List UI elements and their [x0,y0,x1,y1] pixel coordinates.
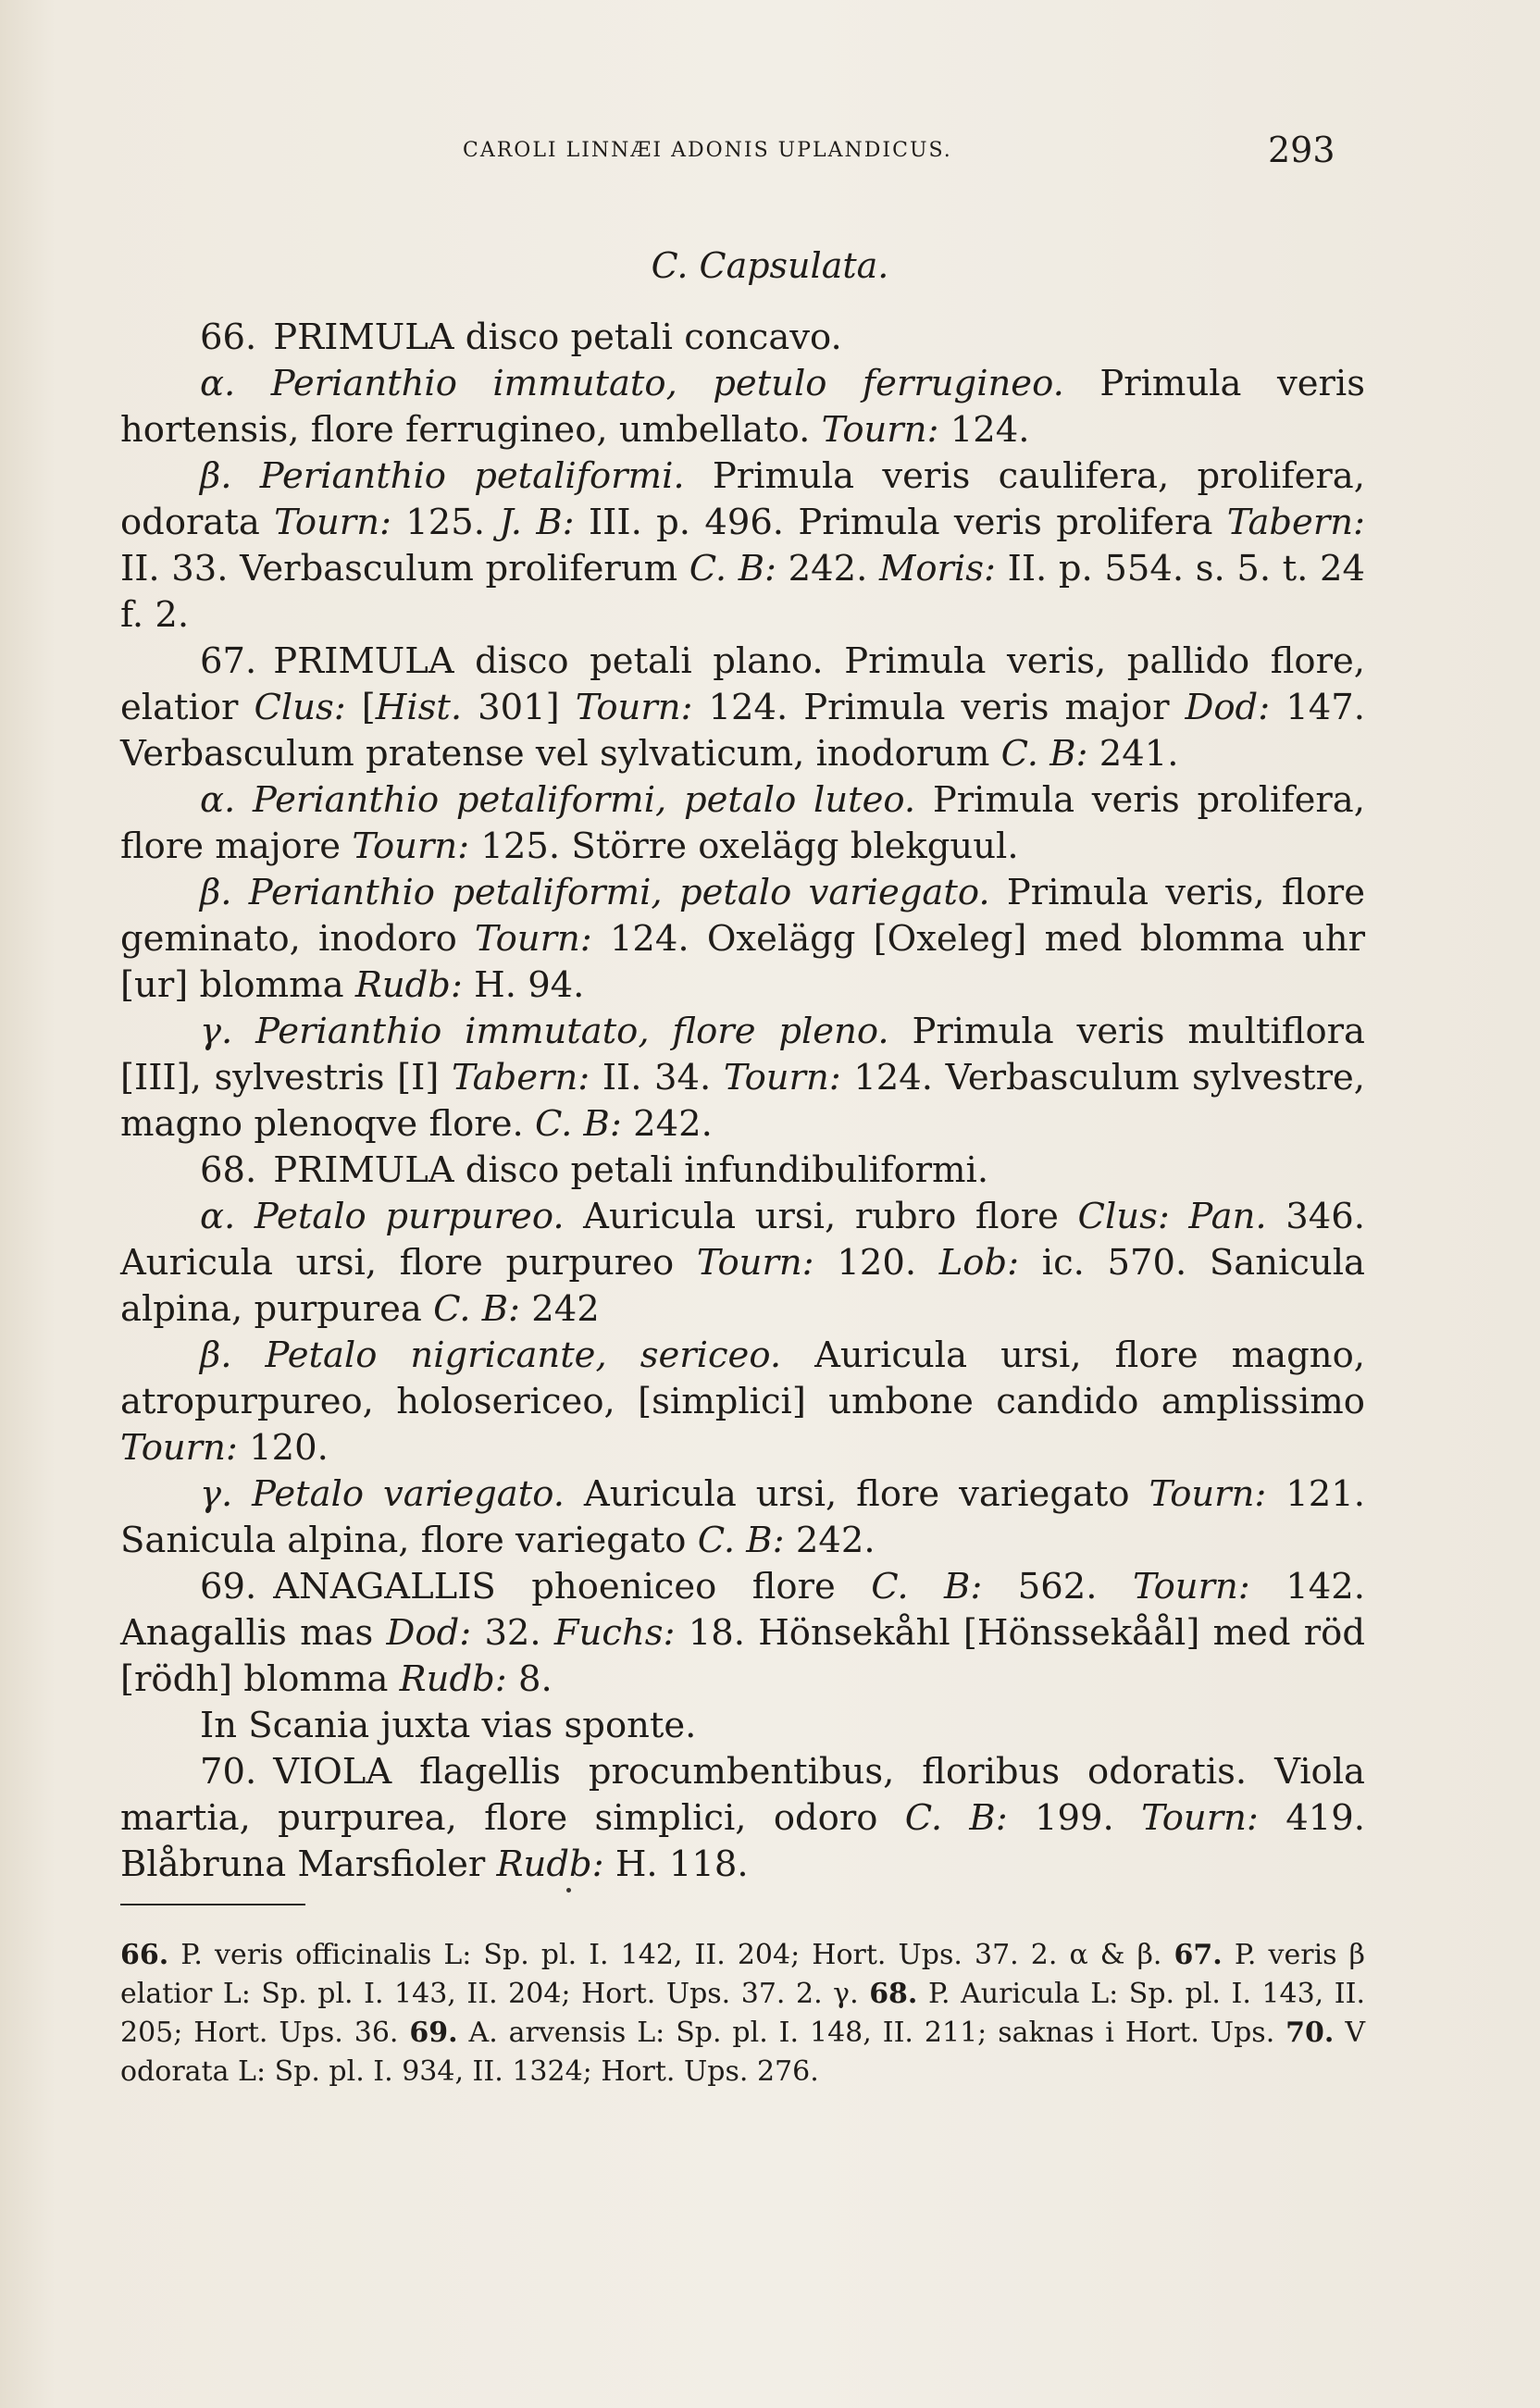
author-ref: Rudb: [354,964,463,1006]
author-ref: Tourn: [821,409,939,451]
synonym-text: ic. 570. Sanicula alpina, purpurea [120,1242,1365,1330]
author-ref: Dod: [1185,687,1271,728]
synonym-text: 125. Större oxelägg blekguul. [480,825,1019,867]
running-head: CAROLI LINNÆI ADONIS UPLANDICUS. [463,139,952,162]
footnotes [120,1936,1365,2091]
author-ref: Dod: [386,1612,472,1654]
author-ref: Tourn: [274,502,391,543]
synonym-text: 346. Auricula ursi, flore purpureo [120,1196,1365,1284]
entry-number: 66. [200,317,257,358]
footnote-block [120,1936,1365,2091]
entry-text: PRIMULA disco petali infundibuliformi. [273,1149,989,1191]
author-ref: Moris: [878,548,996,590]
variety-letter: α. [200,1196,236,1237]
variety-diagnosis: Perianthio petaliformi. [259,455,685,497]
synonym-text: III. p. 496. Primula veris prolifera [588,502,1213,543]
ref-number: II. p. 554. s. 5. t. 24 f. 2. [120,548,1365,636]
ref-number: II. 34. [602,1057,712,1098]
author-ref: Tourn: [352,825,470,867]
variety-letter: β. [200,455,232,497]
synonym-text: 121. Sanicula alpina, flore variegato [120,1473,1366,1561]
entry-number: 70. [200,1751,257,1793]
entry-66 [120,315,1365,361]
bracket: [ [361,687,376,728]
variety-diagnosis: Petalo variegato. [252,1473,565,1515]
synonym-text: 124. Oxelägg [Oxeleg] med blomma uhr [ur] blomma [120,918,1365,1006]
author-ref: Tourn: [120,1427,238,1469]
footnote-number: 69. [409,2017,458,2049]
variety-diagnosis: Perianthio immutato, flore pleno. [255,1011,889,1052]
habitat-69 [120,1703,1365,1749]
ref-number: 32. [484,1612,541,1654]
footnote-number: 66. [120,1939,169,1971]
author-ref: Tourn: [474,918,592,960]
author-ref: Hist. [375,687,463,728]
page-number: 293 [1268,130,1335,170]
ref-number: 8. [517,1658,553,1700]
habitat-text: In Scania juxta vias sponte. [200,1705,697,1746]
variety-66-beta [120,453,1365,639]
ref-number: 242. [788,548,868,590]
variety-67-alpha [120,777,1365,870]
synonym-text: Auricula ursi, rubro flore [583,1196,1059,1237]
entry-number: 67. [200,640,257,682]
footnote-number: 67. [1174,1939,1223,1971]
author-ref: Tourn: [1141,1797,1259,1839]
variety-diagnosis: Perianthio petaliformi, petalo variegato. [248,872,990,913]
author-ref: Tabern: [1226,502,1366,543]
author-ref: C. B: [697,1520,785,1561]
section-title-text: C. Capsulata. [651,245,889,286]
synonym-text: Primula veris, flore geminato, inodoro [120,872,1365,960]
author-ref: Clus: [254,687,346,728]
ref-number: 124. [950,409,1030,451]
ref-number: 120. [249,1427,329,1469]
author-ref: Tourn: [696,1242,814,1284]
variety-diagnosis: Perianthio immutato, petulo ferrugineo. [270,363,1064,404]
ref-number: 301] [478,687,560,728]
variety-letter: β. [200,872,232,913]
ref-number: 242. [795,1520,876,1561]
ref-number: 242 [531,1288,600,1330]
synonym-text: 419. Blåbruna Marsfioler [120,1797,1365,1885]
footnote-text: A. arvensis L: Sp. pl. I. 148, II. 211; saknas i Hort. Ups. [468,2017,1275,2049]
entry-69 [120,1564,1365,1703]
entry-67 [120,639,1365,777]
synonym-text: 18. Hönsekåhl [Hönssekåål] med röd [rödh] blomma [120,1612,1365,1700]
author-ref: Tourn: [1132,1566,1250,1607]
synonym-text: Auricula ursi, flore magno, atropurpureo, holosericeo, [simplici] umbone candido amplissimo [120,1334,1365,1422]
synonym-text: Primula veris hortensis, flore ferrugineo, umbellato. [120,363,1365,451]
author-ref: Rudb: [399,1658,507,1700]
synonym-text: Primula veris multiflora [III], sylvestris [I] [120,1011,1365,1098]
entry-number: 68. [200,1149,257,1191]
variety-diagnosis: Perianthio petaliformi, petalo luteo. [252,779,916,821]
author-ref: J. B: [499,502,575,543]
author-ref: Tourn: [575,687,693,728]
main-text [120,315,1365,1888]
entry-text: PRIMULA disco petali concavo. [273,317,842,358]
footnote-text: P. veris officinalis L: Sp. pl. I. 142, II. 204; Hort. Ups. 37. 2. α & β. [180,1939,1162,1971]
variety-68-beta [120,1333,1365,1471]
synonym-text: Auricula ursi, flore variegato [583,1473,1130,1515]
entry-text: VIOLA flagellis procumbentibus, floribus odoratis. Viola martia, purpurea, flore simplici, odoro [120,1751,1365,1839]
variety-letter: β. [200,1334,232,1376]
author-ref: Rudb: [496,1843,604,1885]
variety-letter: α. [200,779,236,821]
ref-number: 125. [405,502,486,543]
entry-text: PRIMULA disco petali plano. Primula veris, pallido flore, elatior [120,640,1365,728]
variety-68-alpha [120,1194,1365,1333]
ref-number: H. 94. [474,964,585,1006]
synonym-text: 147. Verbasculum pratense vel sylvaticum, inodorum [120,687,1365,775]
variety-66-alpha [120,361,1365,453]
author-ref: Lob: [938,1242,1020,1284]
ref-number: 562. [1017,1566,1098,1607]
ref-number: 199. [1035,1797,1114,1839]
entry-68 [120,1148,1365,1194]
variety-diagnosis: Petalo nigricante, sericeo. [265,1334,782,1376]
footnote-number: 68. [869,1978,918,2010]
author-ref: Fuchs: [553,1612,676,1654]
footnote-rule [120,1904,305,1905]
author-ref: C. B: [904,1797,1008,1839]
ref-number: 242. [633,1103,713,1145]
synonym-text: 124. Verbasculum sylvestre, magno plenoqve flore. [120,1057,1365,1145]
author-ref: C. B: [1000,733,1088,775]
variety-letter: α. [200,363,236,404]
footnote-text: P. veris β elatior L: Sp. pl. I. 143, II. 204; Hort. Ups. 37. 2. γ. [120,1939,1365,2010]
entry-number: 69. [200,1566,257,1607]
variety-diagnosis: Petalo purpureo. [254,1196,565,1237]
variety-letter: γ. [200,1011,233,1052]
entry-70 [120,1749,1365,1888]
variety-letter: γ. [200,1473,233,1515]
author-ref: Tabern: [451,1057,590,1098]
footnote-text: P. Auricula L: Sp. pl. I. 143, II. 205; Hort. Ups. 36. [120,1978,1365,2049]
entry-text: ANAGALLIS phoeniceo flore [273,1566,836,1607]
synonym-text: II. 33. Verbasculum proliferum [120,548,678,590]
ref-number: 241. [1099,733,1179,775]
variety-67-beta [120,870,1365,1009]
section-title [0,245,1540,286]
footnote-number: 70. [1285,2017,1335,2049]
author-ref: Clus: Pan. [1077,1196,1267,1237]
ink-speck [566,1888,571,1893]
author-ref: C. B: [871,1566,983,1607]
variety-67-gamma [120,1009,1365,1148]
synonym-text: 124. Primula veris major [708,687,1170,728]
ref-number: 120. [837,1242,917,1284]
author-ref: C. B: [535,1103,622,1145]
footnote-text: V odorata L: Sp. pl. I. 934, II. 1324; Hort. Ups. 276. [120,2017,1365,2088]
ref-number: H. 118. [615,1843,749,1885]
author-ref: Tourn: [723,1057,841,1098]
author-ref: Tourn: [1149,1473,1267,1515]
author-ref: C. B: [689,548,776,590]
variety-68-gamma [120,1471,1365,1564]
synonym-text: Primula veris caulifera, prolifera, odorata [120,455,1365,543]
synonym-text: 142. Anagallis mas [120,1566,1365,1654]
author-ref: C. B: [433,1288,520,1330]
synonym-text: Primula veris prolifera, flore majore [120,779,1365,867]
